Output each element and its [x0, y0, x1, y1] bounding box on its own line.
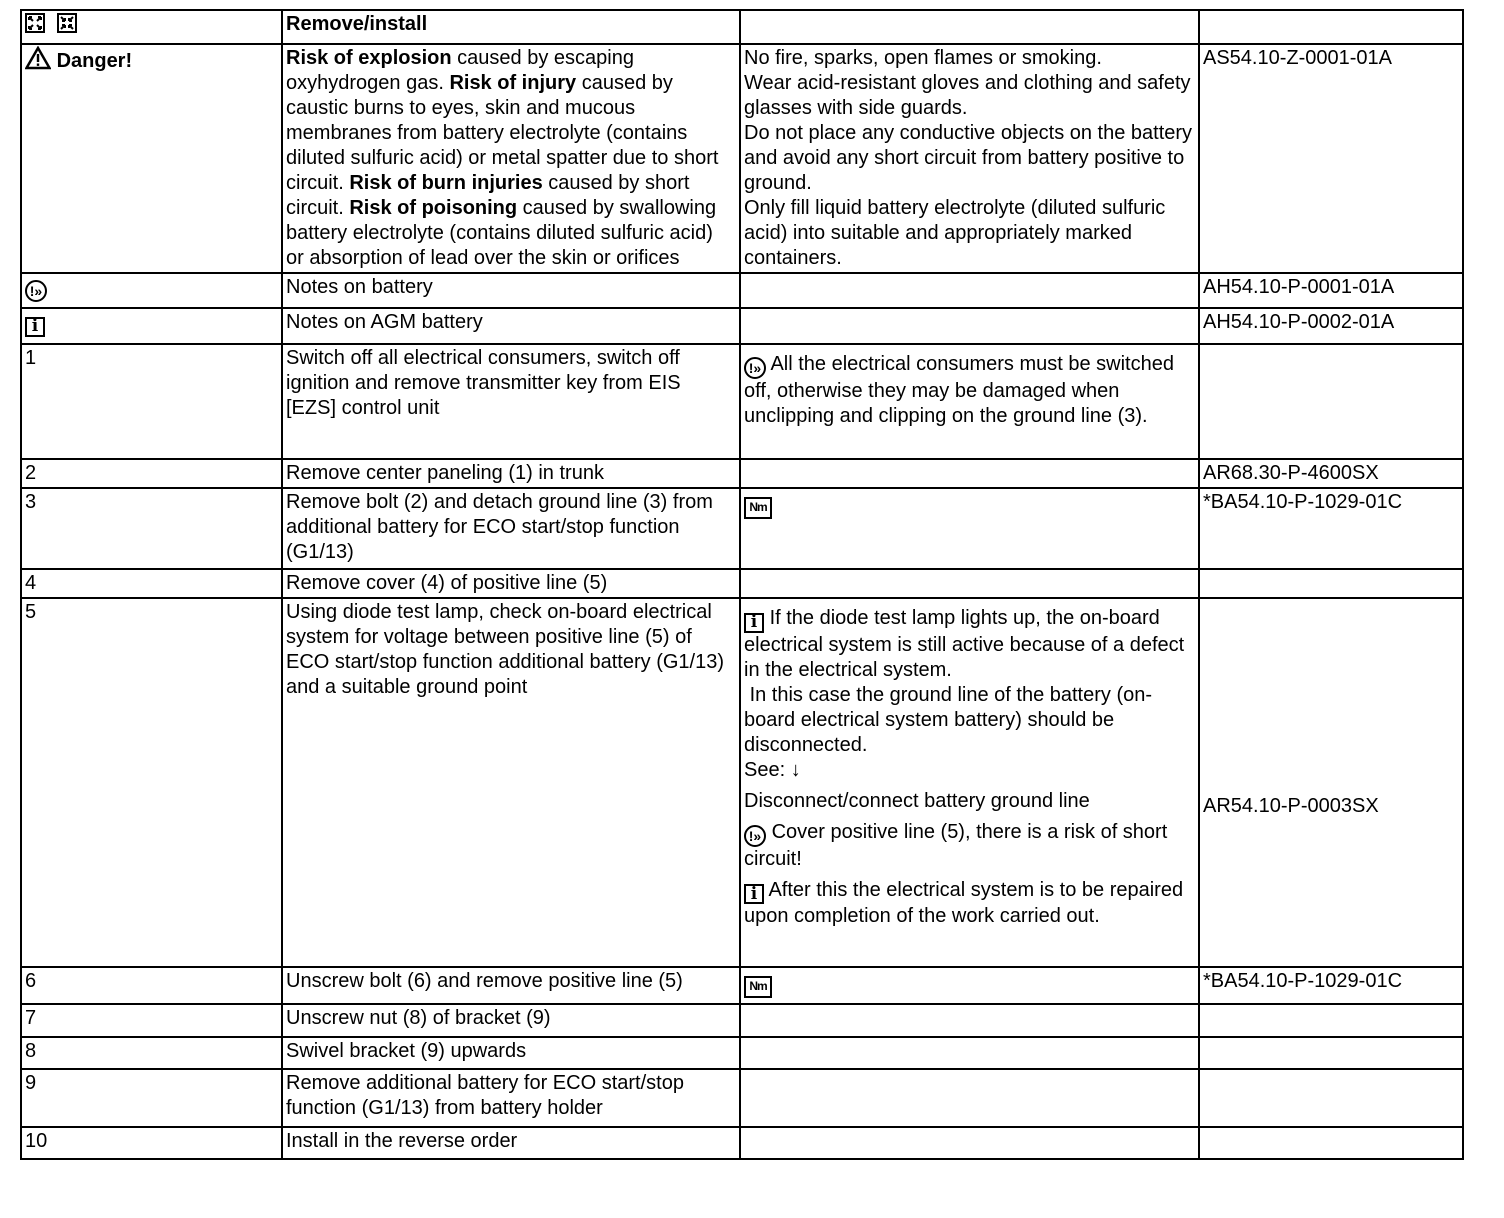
danger-label: Danger! — [56, 50, 133, 72]
step-row — [21, 569, 1463, 598]
torque-icon[interactable]: Nm — [744, 976, 772, 998]
page-title: Remove/install — [286, 13, 428, 35]
note-text: Cover positive line (5), there is a risk of short circuit! — [744, 820, 1168, 870]
collapse-icon[interactable] — [57, 13, 77, 33]
danger-row — [21, 44, 1463, 273]
info-icon: i — [744, 613, 764, 633]
risk-text: caused by swallowing battery electrolyte (contains diluted sulfuric acid) or absorption of lead over the skin or orifices — [286, 197, 717, 269]
step-text: Unscrew bolt (6) and remove positive line (5) — [282, 967, 740, 1004]
procedure-table — [20, 9, 1464, 1160]
step-row — [21, 967, 1463, 1004]
risk-heading: Risk of explosion — [286, 47, 452, 69]
step-number: 6 — [21, 967, 282, 1004]
danger-measures — [740, 44, 1199, 273]
note-icon: !» — [25, 280, 47, 302]
document-link[interactable]: AS54.10-Z-0001-01A — [1203, 47, 1393, 69]
document-link[interactable]: *BA54.10-P-1029-01C — [1203, 970, 1403, 992]
step-number: 7 — [21, 1004, 282, 1037]
step-row — [21, 1127, 1463, 1159]
note-text: Notes on battery — [282, 273, 740, 308]
torque-icon[interactable]: Nm — [744, 497, 772, 519]
info-text: If the diode test lamp lights up, the on-board electrical system is still active because of a defect in the electrical system. — [744, 607, 1185, 681]
measure: Wear acid-resistant gloves and clothing and safety glasses with side guards. — [744, 72, 1191, 119]
note-row — [21, 308, 1463, 344]
document-link[interactable]: AH54.10-P-0002-01A — [1203, 311, 1395, 333]
document-link[interactable]: AR68.30-P-4600SX — [1203, 462, 1379, 484]
measure: Do not place any conductive objects on the battery and avoid any short circuit from battery positive to ground. — [744, 122, 1193, 194]
document-link[interactable]: *BA54.10-P-1029-01C — [1203, 491, 1403, 513]
risk-heading: Risk of poisoning — [349, 197, 518, 219]
step-number: 3 — [21, 488, 282, 569]
step-row — [21, 459, 1463, 488]
step-note: All the electrical consumers must be switched off, otherwise they may be damaged when unclipping and clipping on the ground line (3). — [744, 353, 1174, 427]
warning-triangle-icon — [25, 46, 51, 70]
see-label: See: ↓ — [744, 758, 801, 781]
note-row — [21, 273, 1463, 308]
step-text: Remove cover (4) of positive line (5) — [282, 569, 740, 598]
step-row — [21, 1004, 1463, 1037]
step-text: Remove additional battery for ECO start/stop function (G1/13) from battery holder — [282, 1069, 740, 1127]
step-number: 9 — [21, 1069, 282, 1127]
document-link[interactable]: AR54.10-P-0003SX — [1203, 795, 1379, 817]
step-text: Install in the reverse order — [282, 1127, 740, 1159]
info-icon: i — [744, 884, 764, 904]
step-number: 1 — [21, 344, 282, 459]
risk-text: caused by caustic burns to eyes, skin and mucous membranes from battery electrolyte (contains diluted sulfuric acid) or metal spatter due to short circuit. — [286, 72, 719, 194]
header-row — [21, 10, 1463, 44]
step-row — [21, 598, 1463, 967]
step-text: Remove center paneling (1) in trunk — [282, 459, 740, 488]
info-text: In this case the ground line of the battery (on-board electrical system battery) should be disconnected. — [744, 683, 1153, 756]
step-text: Remove bolt (2) and detach ground line (3) from additional battery for ECO start/stop function (G1/13) — [282, 488, 740, 569]
step-row — [21, 488, 1463, 569]
cross-reference-link[interactable]: Disconnect/connect battery ground line — [744, 789, 1090, 812]
info-icon: i — [25, 317, 45, 337]
risk-heading: Risk of injury — [449, 72, 577, 94]
view-icons — [21, 10, 282, 44]
step-number: 8 — [21, 1037, 282, 1069]
risk-heading: Risk of burn injuries — [349, 172, 543, 194]
step-text: Using diode test lamp, check on-board electrical system for voltage between positive line (5) of ECO start/stop function additional battery (G1/13) and a suitable ground point — [282, 598, 740, 967]
step-row — [21, 344, 1463, 459]
step-text: Switch off all electrical consumers, switch off ignition and remove transmitter key from EIS [EZS] control unit — [282, 344, 740, 459]
step-number: 5 — [21, 598, 282, 967]
measure: No fire, sparks, open flames or smoking. — [744, 47, 1102, 69]
step-text: Unscrew nut (8) of bracket (9) — [282, 1004, 740, 1037]
step-text: Swivel bracket (9) upwards — [282, 1037, 740, 1069]
document-link[interactable]: AH54.10-P-0001-01A — [1203, 276, 1395, 298]
step-number: 2 — [21, 459, 282, 488]
note-icon: !» — [744, 357, 766, 379]
danger-risks — [282, 44, 740, 273]
expand-icon[interactable] — [25, 13, 45, 33]
note-icon: !» — [744, 825, 766, 847]
step-row — [21, 1069, 1463, 1127]
measure: Only fill liquid battery electrolyte (diluted sulfuric acid) into suitable and appropriately marked containers. — [744, 197, 1166, 269]
document-link[interactable] — [1199, 344, 1463, 459]
step-row — [21, 1037, 1463, 1069]
step-number: 10 — [21, 1127, 282, 1159]
risk-text: caused by short circuit. — [286, 172, 690, 219]
step-number: 4 — [21, 569, 282, 598]
risk-text: caused by escaping oxyhydrogen gas. — [286, 47, 634, 94]
info-text: After this the electrical system is to be repaired upon completion of the work carried out. — [744, 878, 1184, 927]
note-text: Notes on AGM battery — [282, 308, 740, 344]
